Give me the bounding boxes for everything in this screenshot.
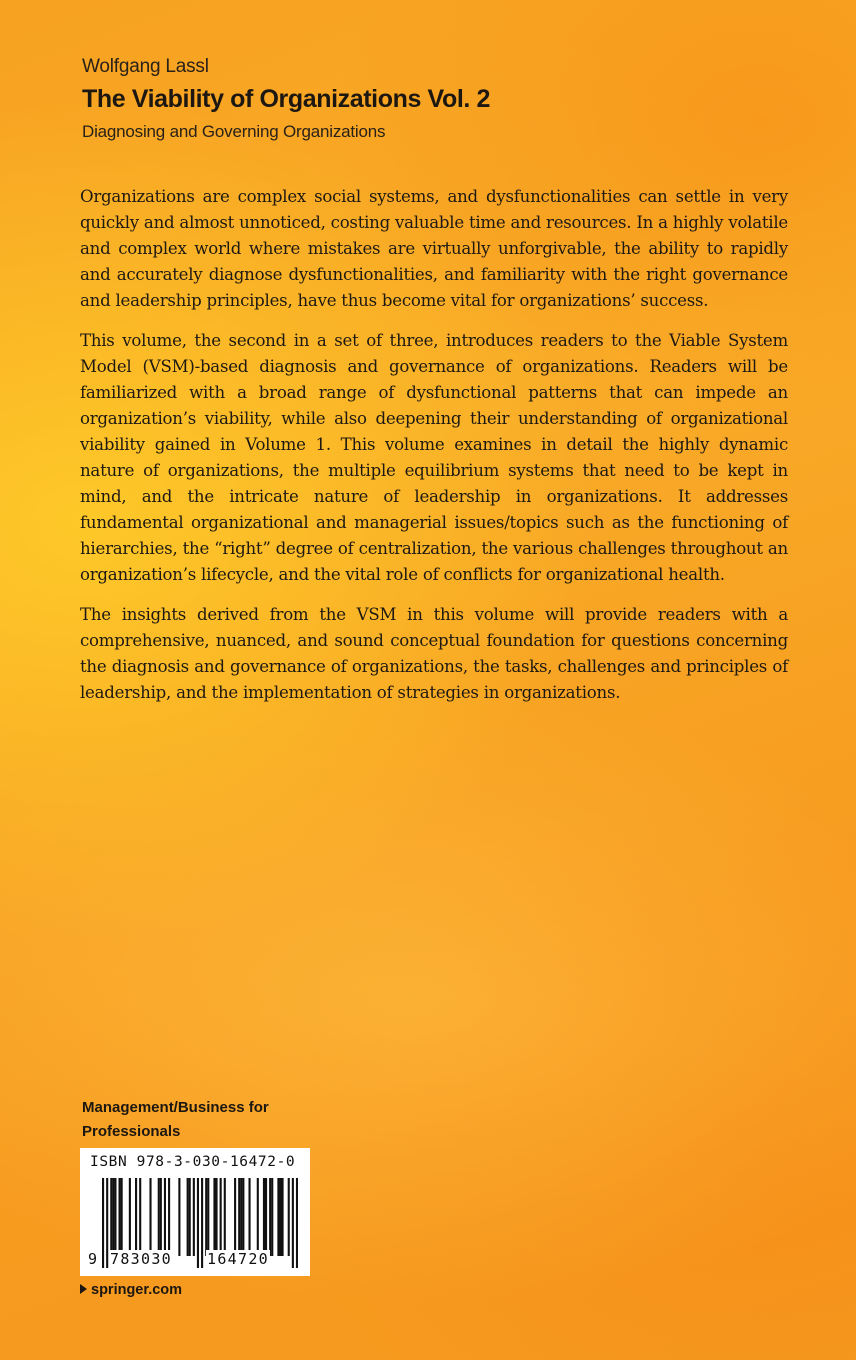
- isbn-barcode: [80, 1148, 310, 1276]
- barcode-bar: [139, 1178, 141, 1256]
- book-title: The Viability of Organizations Vol. 2: [82, 85, 490, 113]
- barcode-bar: [160, 1178, 162, 1256]
- barcode-bar: [164, 1178, 166, 1256]
- ean-first-digit: 9: [88, 1250, 98, 1268]
- barcode-bar: [224, 1178, 226, 1256]
- barcode-bar: [271, 1178, 273, 1256]
- barcode-bar: [207, 1178, 209, 1256]
- barcode-bar: [213, 1178, 215, 1256]
- ean-right-digits: 164720: [207, 1250, 269, 1268]
- barcode-bar: [121, 1178, 123, 1256]
- subject-category: Management/Business for Professionals: [82, 1099, 269, 1140]
- barcode-bar: [257, 1178, 259, 1256]
- barcode-bar: [158, 1178, 160, 1256]
- barcode-bar: [168, 1178, 170, 1256]
- barcode-bar: [240, 1178, 242, 1256]
- barcode-bar: [248, 1178, 250, 1256]
- blurb-paragraph-1: Organizations are complex social systems, and dysfunctionalities can settle in very quickly and almost unnoticed, costing valuable time and resources. In a highly volatile and complex world where mistakes are virtually unforgivable, the ability to rapidly and accurately diagnose dysfunctionalities, and familiarity with the right governance and leadership principles, have thus become vital for organizations’ success.: [80, 187, 788, 310]
- barcode-bar: [205, 1178, 207, 1256]
- barcode-bar: [187, 1178, 189, 1256]
- barcode-bar: [114, 1178, 116, 1256]
- barcode-bar: [269, 1178, 271, 1256]
- barcode-bar: [279, 1178, 281, 1256]
- barcode-bar: [215, 1178, 217, 1256]
- author-name: Wolfgang Lassl: [82, 56, 209, 77]
- barcode-bar: [197, 1178, 199, 1268]
- barcode-bar: [135, 1178, 137, 1256]
- barcode-bar: [189, 1178, 191, 1256]
- barcode-bar: [288, 1178, 290, 1256]
- publisher-link[interactable]: [80, 1282, 182, 1298]
- barcode-bar: [149, 1178, 151, 1256]
- blurb-paragraph-3: The insights derived from the VSM in this volume will provide readers with a comprehensive, nuanced, and sound conceptual foundation for questions concerning the diagnosis and governance of organizations, the tasks, challenges and principles of leadership, and the implementation of strategies in organizations.: [80, 605, 788, 702]
- barcode-bar: [234, 1178, 236, 1256]
- barcode-bar: [238, 1178, 240, 1256]
- ean-left-digits: 783030: [110, 1250, 172, 1268]
- barcode-bar: [106, 1178, 108, 1268]
- barcode-bar: [296, 1178, 298, 1268]
- barcode-bar: [178, 1178, 180, 1256]
- barcode-bar: [242, 1178, 244, 1256]
- barcode-bar: [119, 1178, 121, 1256]
- barcode-bar: [292, 1178, 294, 1268]
- barcode-bar: [201, 1178, 203, 1268]
- book-subtitle: Diagnosing and Governing Organizations: [82, 122, 386, 141]
- barcode-bar: [281, 1178, 283, 1256]
- barcode-bar: [220, 1178, 222, 1256]
- barcode-bar: [265, 1178, 267, 1256]
- barcode-bar: [112, 1178, 114, 1256]
- barcode-bar: [110, 1178, 112, 1256]
- barcode-bar: [277, 1178, 279, 1256]
- arrow-right-icon: [80, 1284, 87, 1294]
- publisher-link-text: springer.com: [91, 1282, 183, 1298]
- barcode-bar: [129, 1178, 131, 1256]
- barcode-bar: [263, 1178, 265, 1256]
- barcode-bar: [102, 1178, 104, 1268]
- isbn-label: ISBN 978-3-030-16472-0: [90, 1154, 296, 1170]
- blurb-paragraph-2: This volume, the second in a set of three, introduces readers to the Viable System Model (VSM)-based diagnosis and governance of organizations. Readers will be familiarized with a broad range of dysfunctional patterns that can impede an organization’s viability, while also deepening their understanding of organizational viability gained in Volume 1. This volume examines in detail the highly dynamic nature of organizations, the multiple equilibrium systems that need to be kept in mind, and the intricate nature of leadership in organizations. It addresses fundamental organizational and managerial issues/topics such as the functioning of hierarchies, the “right” degree of centralization, the various challenges throughout an organization’s lifecycle, and the vital role of conflicts for organizational health.: [80, 331, 788, 584]
- blurb: [80, 184, 788, 720]
- barcode-bar: [193, 1178, 195, 1256]
